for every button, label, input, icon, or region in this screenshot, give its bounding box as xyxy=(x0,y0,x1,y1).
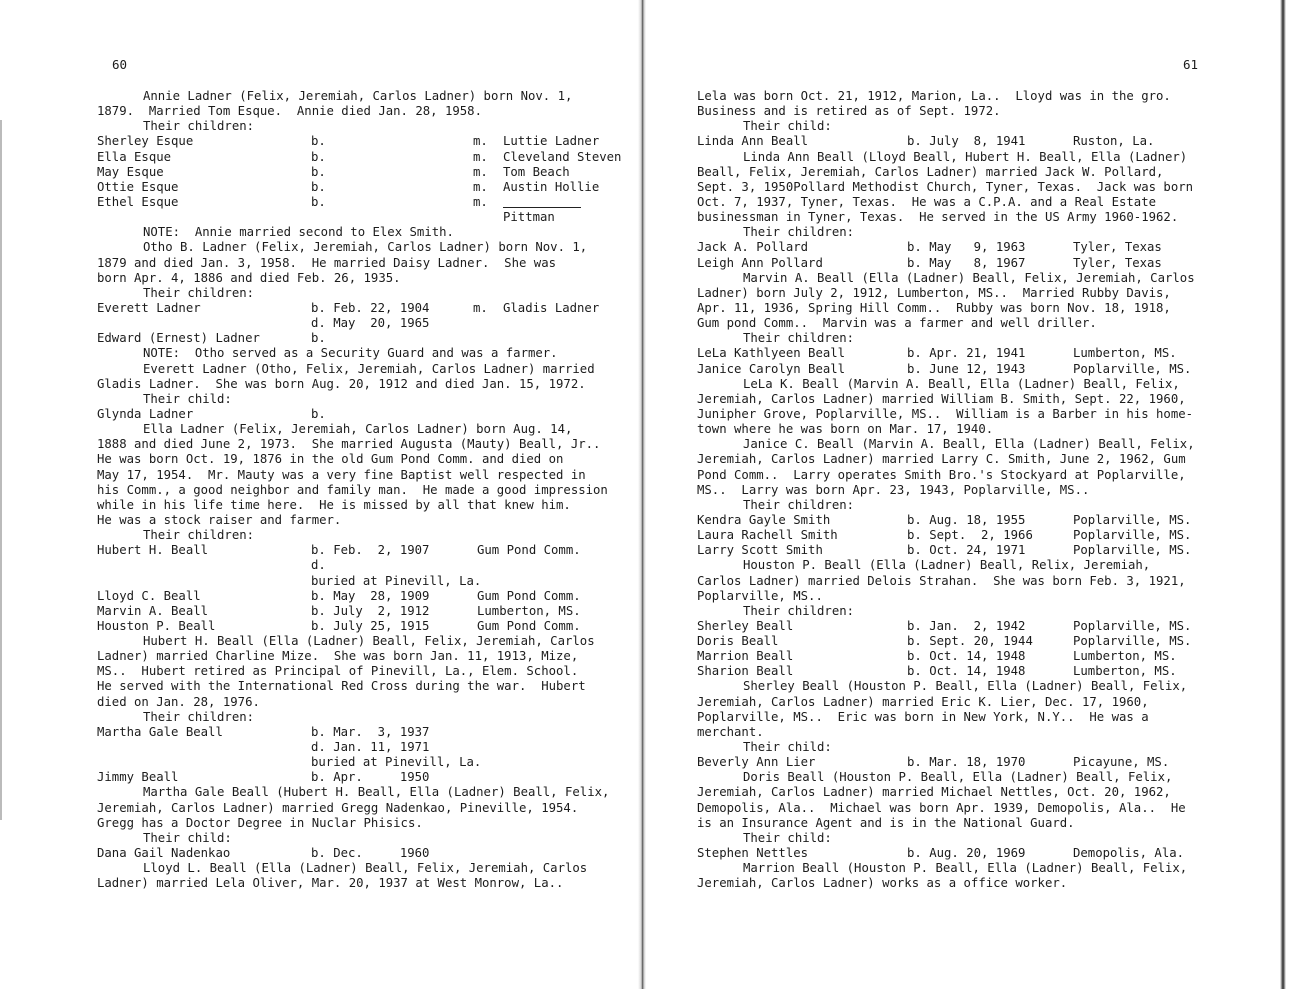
line-text: Jeremiah, Carlos Ladner) married Eric K. Lier, Dec. 17, 1960, xyxy=(697,694,1149,709)
column-c3: Tyler, Texas xyxy=(1073,255,1162,270)
text-line xyxy=(97,831,632,846)
paragraph-line: Their children: xyxy=(143,285,255,300)
line-text: Pond Comm.. Larry operates Smith Bro.'s Stockyard at Poplarville, xyxy=(697,467,1186,482)
paragraph-line: NOTE: Annie married second to Elex Smith. xyxy=(143,225,454,240)
text-line xyxy=(697,195,1237,210)
line-text: while in his life time here. He is missed by all that knew him. xyxy=(97,497,571,512)
text-line xyxy=(697,437,1237,452)
text-line xyxy=(97,119,632,134)
column-c2: b. Apr. 21, 1941 xyxy=(907,346,1026,361)
text-line xyxy=(97,407,632,422)
column-c3: Poplarville, MS. xyxy=(1073,634,1192,649)
line-text: Everett Ladner xyxy=(97,300,201,315)
text-line xyxy=(697,513,1237,528)
paragraph-line: Their child: xyxy=(143,830,232,845)
line-text: merchant. xyxy=(697,724,764,739)
line-text: Poplarville, MS.. xyxy=(697,588,823,603)
text-line xyxy=(697,180,1237,195)
line-text: businessman in Tyner, Texas. He served in the US Army 1960-1962. xyxy=(697,210,1179,225)
text-line xyxy=(697,271,1237,286)
line-text: 1879 and died Jan. 3, 1958. He married Daisy Ladner. She was xyxy=(97,255,557,270)
text-line xyxy=(697,331,1237,346)
text-line xyxy=(697,286,1237,301)
line-text: Beall, Felix, Jeremiah, Carlos Ladner) married Jack W. Pollard, xyxy=(697,164,1164,179)
text-line xyxy=(97,346,632,361)
line-text: Gladis Ladner. She was born Aug. 20, 1912 and died Jan. 15, 1972. xyxy=(97,376,586,391)
column-c3: Gum Pond Comm. xyxy=(477,543,581,558)
line-text: Sherley Beall xyxy=(697,618,794,633)
paragraph-line: Their children: xyxy=(743,225,855,240)
column-c2: d. May 20, 1965 xyxy=(311,316,430,331)
column-c5: Gladis Ladner xyxy=(503,300,600,315)
line-text: Ladner) born July 2, 1912, Lumberton, MS.. Married Rubby Davis, xyxy=(697,285,1171,300)
text-line xyxy=(97,604,632,619)
column-c2: b. May 28, 1909 xyxy=(311,588,430,603)
text-line xyxy=(97,619,632,634)
line-text: Poplarville, MS.. Eric was born in New York, N.Y.. He was a xyxy=(697,709,1149,724)
line-text: MS.. Larry was born Apr. 23, 1943, Poplarville, MS.. xyxy=(697,482,1090,497)
column-c2: b. May 8, 1967 xyxy=(907,255,1026,270)
paragraph-line: Everett Ladner (Otho, Felix, Jeremiah, Carlos Ladner) married xyxy=(143,361,595,376)
paragraph-line: Their child: xyxy=(743,830,832,845)
column-c4: m. xyxy=(473,149,488,164)
line-text: Jimmy Beall xyxy=(97,770,179,785)
paragraph-line: LeLa K. Beall (Marvin A. Beall, Ella (Ladner) Beall, Felix, xyxy=(743,376,1180,391)
column-c2: b. Aug. 18, 1955 xyxy=(907,512,1026,527)
text-line xyxy=(697,725,1237,740)
line-text: LeLa Kathlyeen Beall xyxy=(697,346,846,361)
line-text: Leigh Ann Pollard xyxy=(697,255,823,270)
text-line xyxy=(97,483,632,498)
text-line xyxy=(97,649,632,664)
column-c2: b. xyxy=(311,164,326,179)
line-text: his Comm., a good neighbor and family man. He made a good impression xyxy=(97,482,608,497)
text-line xyxy=(697,422,1237,437)
column-c2: b. June 12, 1943 xyxy=(907,361,1026,376)
text-line xyxy=(97,861,632,876)
column-c2: b. July 25, 1915 xyxy=(311,618,430,633)
column-c2: b. Sept. 20, 1944 xyxy=(907,634,1033,649)
text-line xyxy=(697,831,1237,846)
column-c4: m. xyxy=(473,134,488,149)
line-text: Janice Carolyn Beall xyxy=(697,361,846,376)
column-c2: buried at Pinevill, La. xyxy=(311,573,482,588)
column-c5: Tom Beach xyxy=(503,164,570,179)
line-text: died on Jan. 28, 1976. xyxy=(97,694,260,709)
right-page-text xyxy=(697,89,1237,891)
text-line xyxy=(697,225,1237,240)
column-c2: b. Aug. 20, 1969 xyxy=(907,846,1026,861)
text-line xyxy=(97,437,632,452)
column-c3: Demopolis, Ala. xyxy=(1073,846,1185,861)
text-line xyxy=(97,543,632,558)
line-text: Junipher Grove, Poplarville, MS.. William is a Barber in his home- xyxy=(697,406,1194,421)
line-text: born Apr. 4, 1886 and died Feb. 26, 1935. xyxy=(97,270,401,285)
line-text: Apr. 11, 1936, Spring Hill Comm.. Rubby was born Nov. 18, 1918, xyxy=(697,300,1171,315)
line-text: Jeremiah, Carlos Ladner) married Michael Nettles, Oct. 20, 1962, xyxy=(697,785,1171,800)
line-text: Carlos Ladner) married Delois Strahan. She was born Feb. 3, 1921, xyxy=(697,573,1186,588)
column-c3: Poplarville, MS. xyxy=(1073,618,1192,633)
text-line xyxy=(97,362,632,377)
text-line xyxy=(697,452,1237,467)
paragraph-line: Otho B. Ladner (Felix, Jeremiah, Carlos Ladner) born Nov. 1, xyxy=(143,240,588,255)
column-c2: d. Jan. 11, 1971 xyxy=(311,740,430,755)
column-c3: Lumberton, MS. xyxy=(1073,346,1177,361)
column-c4: m. xyxy=(473,164,488,179)
text-line xyxy=(697,543,1237,558)
text-line xyxy=(697,801,1237,816)
text-line xyxy=(97,634,632,649)
line-text: Larry Scott Smith xyxy=(697,543,823,558)
line-text: He was a stock raiser and farmer. xyxy=(97,512,342,527)
line-text: May 17, 1954. Mr. Mauty was a very fine Baptist well respected in xyxy=(97,467,586,482)
paragraph-line: Linda Ann Beall (Lloyd Beall, Hubert H. Beall, Ella (Ladner) xyxy=(743,149,1188,164)
line-text: He served with the International Red Cross during the war. Hubert xyxy=(97,679,586,694)
line-text: Sherley Esque xyxy=(97,134,194,149)
text-line xyxy=(697,861,1237,876)
line-text: Sharion Beall xyxy=(697,664,794,679)
column-c2: b. Sept. 2, 1966 xyxy=(907,528,1033,543)
text-line xyxy=(97,104,632,119)
line-text: Kendra Gayle Smith xyxy=(697,512,831,527)
column-c2: b. Oct. 14, 1948 xyxy=(907,649,1026,664)
text-line xyxy=(97,301,632,316)
column-c2: b. May 9, 1963 xyxy=(907,240,1026,255)
column-c3: Poplarville, MS. xyxy=(1073,361,1192,376)
line-text: Laura Rachell Smith xyxy=(697,528,838,543)
paragraph-line: Sherley Beall (Houston P. Beall, Ella (Ladner) Beall, Felix, xyxy=(743,679,1188,694)
text-line xyxy=(97,89,632,104)
line-text: Gum pond Comm.. Marvin was a farmer and well driller. xyxy=(697,316,1097,331)
line-text: Jeremiah, Carlos Ladner) married William B. Smith, Sept. 22, 1960, xyxy=(697,391,1186,406)
paragraph-line: Hubert H. Beall (Ella (Ladner) Beall, Felix, Jeremiah, Carlos xyxy=(143,634,595,649)
column-c3: Poplarville, MS. xyxy=(1073,512,1192,527)
column-c3: Lumberton, MS. xyxy=(1073,664,1177,679)
column-c2: b. July 2, 1912 xyxy=(311,603,430,618)
text-line xyxy=(97,452,632,467)
text-line xyxy=(697,558,1237,573)
line-text: Edward (Ernest) Ladner xyxy=(97,331,260,346)
column-c4: m. xyxy=(473,179,488,194)
text-line xyxy=(697,407,1237,422)
text-line xyxy=(697,483,1237,498)
line-text: Demopolis, Ala.. Michael was born Apr. 1939, Demopolis, Ala.. He xyxy=(697,800,1186,815)
column-c4: m. xyxy=(473,300,488,315)
column-c2n: b. Dec. 1960 xyxy=(311,846,430,861)
text-line xyxy=(97,816,632,831)
text-line xyxy=(97,740,632,755)
line-text: Jeremiah, Carlos Ladner) married Larry C. Smith, June 2, 1962, Gum xyxy=(697,452,1186,467)
line-text: 1879. Married Tom Esque. Annie died Jan. 28, 1958. xyxy=(97,104,482,119)
line-text: Ella Esque xyxy=(97,149,172,164)
paragraph-line: Their children: xyxy=(743,603,855,618)
column-c2: b. Mar. 3, 1937 xyxy=(311,724,430,739)
paragraph-line: Marvin A. Beall (Ella (Ladner) Beall, Felix, Jeremiah, Carlos xyxy=(743,270,1195,285)
text-line xyxy=(697,604,1237,619)
paragraph-line: Their children: xyxy=(143,119,255,134)
column-c3: Tyler, Texas xyxy=(1073,240,1162,255)
text-line xyxy=(97,801,632,816)
text-line xyxy=(97,679,632,694)
line-text: Lela was born Oct. 21, 1912, Marion, La.. Lloyd was in the gro. xyxy=(697,89,1171,103)
line-text: Ethel Esque xyxy=(97,194,179,209)
line-text: Ladner) married Lela Oliver, Mar. 20, 1937 at West Monrow, La.. xyxy=(97,876,564,891)
column-c2: b. Oct. 24, 1971 xyxy=(907,543,1026,558)
blank-rule xyxy=(503,207,581,208)
column-c2: b. xyxy=(311,149,326,164)
text-line xyxy=(97,180,632,195)
line-text: Houston P. Beall xyxy=(97,618,216,633)
column-c2: b. xyxy=(311,179,326,194)
text-line xyxy=(97,165,632,180)
text-line xyxy=(697,316,1237,331)
paragraph-line: Martha Gale Beall (Hubert H. Beall, Ella (Ladner) Beall, Felix, xyxy=(143,785,610,800)
column-c3: Ruston, La. xyxy=(1073,134,1155,149)
text-line xyxy=(97,134,632,149)
text-line xyxy=(97,574,632,589)
text-line xyxy=(97,377,632,392)
paragraph-line: Houston P. Beall (Ella (Ladner) Beall, Relix, Jeremiah, xyxy=(743,558,1151,573)
line-text: Dana Gail Nadenkao xyxy=(97,846,231,861)
text-line xyxy=(97,150,632,165)
line-text: Linda Ann Beall xyxy=(697,134,809,149)
column-c2: b. July 8, 1941 xyxy=(907,134,1026,149)
column-c2: b. Feb. 22, 1904 xyxy=(311,300,430,315)
column-c2: b. Feb. 2, 1907 xyxy=(311,543,430,558)
page-edge-right xyxy=(1280,0,1286,989)
column-c2: b. xyxy=(311,331,326,346)
line-text: Marvin A. Beall xyxy=(97,603,209,618)
paragraph-line: Their child: xyxy=(743,740,832,755)
column-c2: b. xyxy=(311,406,326,421)
text-line xyxy=(697,846,1237,861)
column-c2: buried at Pinevill, La. xyxy=(311,755,482,770)
paragraph-line: Their children: xyxy=(143,528,255,543)
line-text: Sept. 3, 1950Pollard Methodist Church, Tyner, Texas. Jack was born xyxy=(697,179,1194,194)
line-text: MS.. Hubert retired as Principal of Pinevill, La., Elem. School. xyxy=(97,664,579,679)
text-line xyxy=(97,331,632,346)
text-line xyxy=(97,785,632,800)
text-line xyxy=(697,119,1237,134)
column-c3: Gum Pond Comm. xyxy=(477,618,581,633)
text-line xyxy=(697,634,1237,649)
line-text: Business and is retired as of Sept. 1972. xyxy=(697,104,1001,119)
line-text: He was born Oct. 19, 1876 in the old Gum Pond Comm. and died on xyxy=(97,452,564,467)
text-line xyxy=(97,513,632,528)
text-line xyxy=(697,301,1237,316)
text-line xyxy=(697,740,1237,755)
text-line xyxy=(697,240,1237,255)
text-line xyxy=(97,422,632,437)
line-text: Oct. 7, 1937, Tyner, Texas. He was a C.P.A. and a Real Estate xyxy=(697,194,1157,209)
text-line xyxy=(697,649,1237,664)
line-text: Glynda Ladner xyxy=(97,406,194,421)
text-line xyxy=(697,755,1237,770)
text-line xyxy=(97,589,632,604)
text-line xyxy=(697,150,1237,165)
text-line xyxy=(697,346,1237,361)
text-line xyxy=(697,134,1237,149)
text-line xyxy=(697,256,1237,271)
paragraph-line: Annie Ladner (Felix, Jeremiah, Carlos Ladner) born Nov. 1, xyxy=(143,89,573,103)
text-line xyxy=(97,498,632,513)
text-line xyxy=(97,876,632,891)
paragraph-line: Their children: xyxy=(143,709,255,724)
text-line xyxy=(97,846,632,861)
line-text: Martha Gale Beall xyxy=(97,724,223,739)
column-c3: Poplarville, MS. xyxy=(1073,528,1192,543)
line-text: Doris Beall xyxy=(697,634,779,649)
text-line xyxy=(97,286,632,301)
line-text: May Esque xyxy=(97,164,164,179)
page-number-right: 61 xyxy=(1183,57,1199,72)
column-c3: Poplarville, MS. xyxy=(1073,543,1192,558)
text-line xyxy=(697,574,1237,589)
text-line xyxy=(697,210,1237,225)
line-text: town where he was born on Mar. 17, 1940. xyxy=(697,422,994,437)
text-line xyxy=(97,695,632,710)
text-line xyxy=(697,392,1237,407)
text-line xyxy=(97,210,632,225)
text-line xyxy=(697,528,1237,543)
line-text: Marrion Beall xyxy=(697,649,794,664)
line-text: Beverly Ann Lier xyxy=(697,755,816,770)
text-line xyxy=(697,664,1237,679)
line-text: is an Insurance Agent and is in the National Guard. xyxy=(697,815,1075,830)
paragraph-line: Their children: xyxy=(743,497,855,512)
text-line xyxy=(97,770,632,785)
column-c5: Pittman xyxy=(503,210,555,225)
text-line xyxy=(697,468,1237,483)
text-line xyxy=(697,785,1237,800)
page-edge-left xyxy=(0,120,2,820)
column-c2: b. xyxy=(311,134,326,149)
text-line xyxy=(97,664,632,679)
paragraph-line: Their child: xyxy=(143,391,232,406)
paragraph-line: Their children: xyxy=(743,331,855,346)
text-line xyxy=(97,725,632,740)
text-line xyxy=(97,528,632,543)
column-c2: b. Jan. 2, 1942 xyxy=(907,618,1026,633)
column-c2: b. Oct. 14, 1948 xyxy=(907,664,1026,679)
paragraph-line: Marrion Beall (Houston P. Beall, Ella (Ladner) Beall, Felix, xyxy=(743,861,1188,876)
text-line xyxy=(97,195,632,210)
column-c4: m. xyxy=(473,194,488,209)
paragraph-line: Janice C. Beall (Marvin A. Beall, Ella (Ladner) Beall, Felix, xyxy=(743,437,1195,452)
column-c2: b. Mar. 18, 1970 xyxy=(907,755,1026,770)
left-page-text xyxy=(97,89,632,891)
text-line xyxy=(97,256,632,271)
text-line xyxy=(697,876,1237,891)
text-line xyxy=(97,392,632,407)
page-number-left: 60 xyxy=(112,57,128,72)
text-line xyxy=(697,619,1237,634)
text-line xyxy=(697,377,1237,392)
paragraph-line: NOTE: Otho served as a Security Guard and was a farmer. xyxy=(143,346,558,361)
text-line xyxy=(697,165,1237,180)
line-text: Ladner) married Charline Mize. She was born Jan. 11, 1913, Mize, xyxy=(97,649,579,664)
text-line xyxy=(97,316,632,331)
text-line xyxy=(97,755,632,770)
text-line xyxy=(97,271,632,286)
text-line xyxy=(97,240,632,255)
text-line xyxy=(697,710,1237,725)
line-text: Jeremiah, Carlos Ladner) married Gregg Nadenkao, Pineville, 1954. xyxy=(97,800,579,815)
column-c2: b. Apr. 1950 xyxy=(311,770,430,785)
column-c2: d. xyxy=(311,558,326,573)
paragraph-line: Doris Beall (Houston P. Beall, Ella (Ladner) Beall, Felix, xyxy=(743,770,1173,785)
text-line xyxy=(697,104,1237,119)
line-text: Ottie Esque xyxy=(97,179,179,194)
line-text: Lloyd C. Beall xyxy=(97,588,201,603)
text-line xyxy=(697,589,1237,604)
column-c5: Austin Hollie xyxy=(503,179,600,194)
column-c5: Cleveland Steven xyxy=(503,149,622,164)
line-text: Stephen Nettles xyxy=(697,846,809,861)
text-line xyxy=(97,468,632,483)
text-line xyxy=(697,695,1237,710)
text-line xyxy=(697,362,1237,377)
text-line xyxy=(97,710,632,725)
line-text: Gregg has a Doctor Degree in Nuclar Phisics. xyxy=(97,815,423,830)
line-text: 1888 and died June 2, 1973. She married Augusta (Mauty) Beall, Jr.. xyxy=(97,437,601,452)
paragraph-line: Ella Ladner (Felix, Jeremiah, Carlos Ladner) born Aug. 14, xyxy=(143,422,573,437)
text-line xyxy=(697,816,1237,831)
text-line xyxy=(697,770,1237,785)
text-line xyxy=(697,498,1237,513)
text-line xyxy=(697,89,1237,104)
book-gutter xyxy=(638,0,646,989)
text-line xyxy=(97,558,632,573)
line-text: Jack A. Pollard xyxy=(697,240,809,255)
column-c5: Luttie Ladner xyxy=(503,134,600,149)
column-c3: Lumberton, MS. xyxy=(477,603,581,618)
text-line xyxy=(97,225,632,240)
column-c2: b. xyxy=(311,194,326,209)
column-c3: Gum Pond Comm. xyxy=(477,588,581,603)
line-text: Hubert H. Beall xyxy=(97,543,209,558)
column-c3: Picayune, MS. xyxy=(1073,755,1170,770)
paragraph-line: Their child: xyxy=(743,119,832,134)
paragraph-line: Lloyd L. Beall (Ella (Ladner) Beall, Felix, Jeremiah, Carlos xyxy=(143,861,588,876)
line-text: Jeremiah, Carlos Ladner) works as a office worker. xyxy=(697,876,1068,891)
column-c3: Lumberton, MS. xyxy=(1073,649,1177,664)
text-line xyxy=(697,679,1237,694)
